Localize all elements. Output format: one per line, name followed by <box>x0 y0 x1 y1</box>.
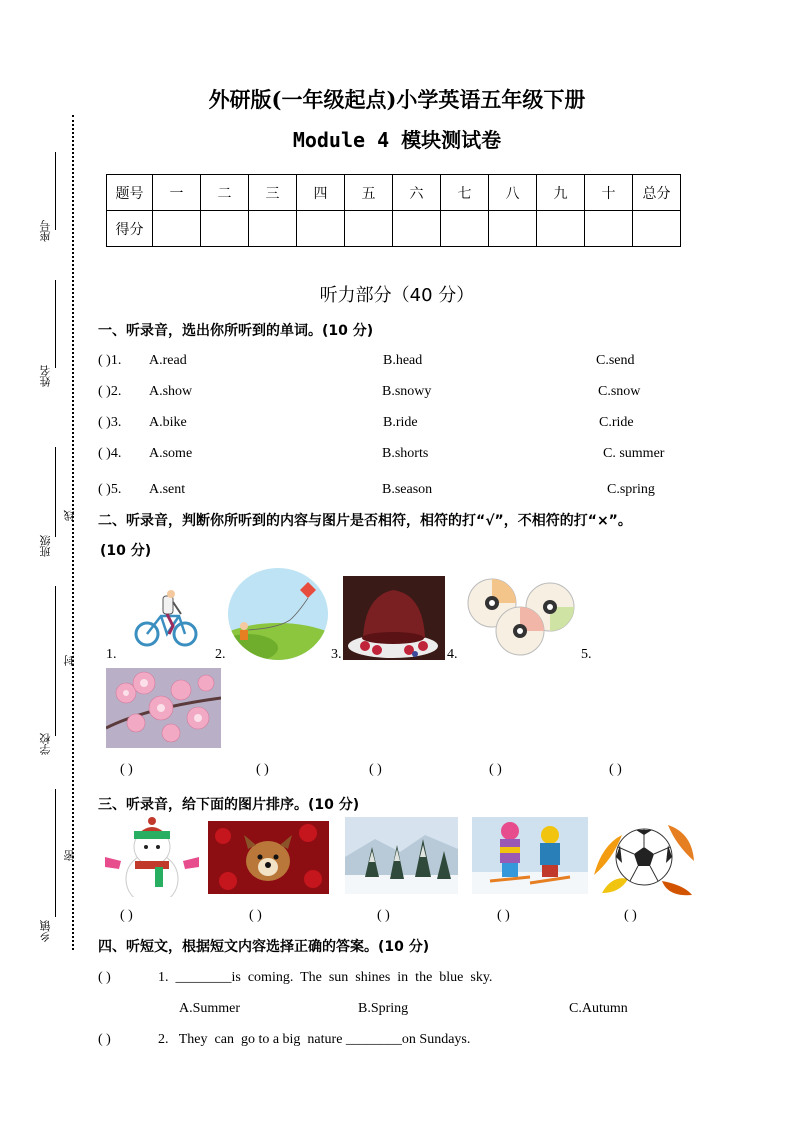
section3-title: 三、听录音，给下面的图片排序。(10 分) <box>98 797 360 813</box>
section2-title-cont: (10 分) <box>100 543 152 559</box>
s4-q1-option-a: A.Summer <box>179 1001 241 1016</box>
pic-label-2: 2. <box>215 647 226 662</box>
dog-leaves-picture <box>208 821 329 894</box>
s4-q1-option-b: B.Spring <box>358 1001 409 1016</box>
s4-q1-option-c: C.Autumn <box>569 1001 628 1016</box>
score-cell: 五 <box>345 175 393 211</box>
q5-option-a: A.sent <box>149 482 186 497</box>
school-label: 学校 <box>39 733 52 755</box>
score-input-cell[interactable] <box>585 211 633 247</box>
pic-label-5: 5. <box>581 647 592 662</box>
s3-answer-4[interactable]: ( ) <box>497 908 510 923</box>
cd-picture <box>466 576 578 656</box>
snowman-picture <box>97 817 207 897</box>
q2-option-c: C.snow <box>598 384 641 399</box>
class-label: 班级 <box>39 535 52 557</box>
pic-label-4: 4. <box>447 647 458 662</box>
score-input-cell[interactable] <box>153 211 201 247</box>
town-label: 乡镇 <box>39 920 52 942</box>
s4-q2-paren[interactable]: ( ) <box>98 1032 111 1047</box>
pic-label-1: 1. <box>106 647 117 662</box>
score-input-cell[interactable] <box>441 211 489 247</box>
s2-answer-5[interactable]: ( ) <box>609 762 622 777</box>
score-header-row <box>107 175 681 211</box>
q2-paren[interactable]: ( )2. <box>98 384 122 399</box>
q3-option-a: A.bike <box>149 415 187 430</box>
q5-paren[interactable]: ( )5. <box>98 482 122 497</box>
score-cell: 七 <box>441 175 489 211</box>
s3-answer-1[interactable]: ( ) <box>120 908 133 923</box>
score-cell: 九 <box>537 175 585 211</box>
q3-paren[interactable]: ( )3. <box>98 415 122 430</box>
q4-paren[interactable]: ( )4. <box>98 446 122 461</box>
score-input-cell[interactable] <box>537 211 585 247</box>
s2-answer-3[interactable]: ( ) <box>369 762 382 777</box>
score-cell: 总分 <box>633 175 681 211</box>
score-input-cell[interactable] <box>201 211 249 247</box>
q1-paren[interactable]: ( )1. <box>98 353 122 368</box>
score-cell: 二 <box>201 175 249 211</box>
score-cell: 四 <box>297 175 345 211</box>
binding-dotted-line <box>72 115 74 950</box>
s4-q1-text: 1. ________is coming. The sun shines in the blue sky. <box>158 970 493 985</box>
town-line <box>55 789 56 917</box>
s2-answer-4[interactable]: ( ) <box>489 762 502 777</box>
score-cell: 八 <box>489 175 537 211</box>
name-label: 姓名 <box>39 365 52 387</box>
listening-title: 听力部分（40 分） <box>319 285 475 306</box>
section1-title: 一、听录音，选出你所听到的单词。(10 分) <box>98 323 374 339</box>
s2-answer-2[interactable]: ( ) <box>256 762 269 777</box>
q1-option-a: A.read <box>149 353 187 368</box>
seat-label: 座号 <box>39 220 52 242</box>
secret-char: 密 <box>63 850 76 861</box>
q4-option-b: B.shorts <box>382 446 429 461</box>
score-cell: 得分 <box>107 211 153 247</box>
q1-option-c: C.send <box>596 353 635 368</box>
q3-option-b: B.ride <box>383 415 418 430</box>
page-subtitle: Module 4 模块测试卷 <box>292 128 502 152</box>
score-input-cell[interactable] <box>297 211 345 247</box>
s4-q1-paren[interactable]: ( ) <box>98 970 111 985</box>
kite-picture <box>228 568 328 660</box>
skiing-kids-picture <box>472 817 588 894</box>
score-cell: 十 <box>585 175 633 211</box>
blossom-picture <box>106 668 221 748</box>
q5-option-b: B.season <box>382 482 433 497</box>
section2-title: 二、听录音，判断你所听到的内容与图片是否相符，相符的打“√”，不相符的打“×”。 <box>98 513 632 529</box>
seal-char: 封 <box>63 655 76 666</box>
seat-line <box>55 152 56 230</box>
school-line <box>55 586 56 736</box>
q2-option-b: B.snowy <box>382 384 432 399</box>
s4-q2-text: 2. They can go to a big nature ________on Sundays. <box>158 1032 471 1047</box>
pic-label-3: 3. <box>331 647 342 662</box>
q5-option-c: C.spring <box>607 482 655 497</box>
q4-option-a: A.some <box>149 446 193 461</box>
line-char: 线 <box>63 510 76 521</box>
score-cell: 三 <box>249 175 297 211</box>
q3-option-c: C.ride <box>599 415 634 430</box>
q4-option-c: C. summer <box>603 446 665 461</box>
score-cell: 六 <box>393 175 441 211</box>
cake-picture <box>343 576 445 660</box>
cyclist-picture <box>133 590 199 648</box>
score-input-cell[interactable] <box>633 211 681 247</box>
s2-answer-1[interactable]: ( ) <box>120 762 133 777</box>
score-cell: 一 <box>153 175 201 211</box>
section4-title: 四、听短文，根据短文内容选择正确的答案。(10 分) <box>98 939 430 955</box>
score-cell: 题号 <box>107 175 153 211</box>
q2-option-a: A.show <box>149 384 193 399</box>
snow-forest-picture <box>345 817 458 894</box>
score-input-cell[interactable] <box>393 211 441 247</box>
class-line <box>55 447 56 537</box>
q1-option-b: B.head <box>383 353 423 368</box>
score-table <box>106 174 681 247</box>
s3-answer-3[interactable]: ( ) <box>377 908 390 923</box>
s3-answer-5[interactable]: ( ) <box>624 908 637 923</box>
soccer-ball-picture <box>592 815 696 897</box>
s3-answer-2[interactable]: ( ) <box>249 908 262 923</box>
score-value-row <box>107 211 681 247</box>
page-title: 外研版(一年级起点)小学英语五年级下册 <box>208 87 586 112</box>
score-input-cell[interactable] <box>489 211 537 247</box>
score-input-cell[interactable] <box>249 211 297 247</box>
score-input-cell[interactable] <box>345 211 393 247</box>
